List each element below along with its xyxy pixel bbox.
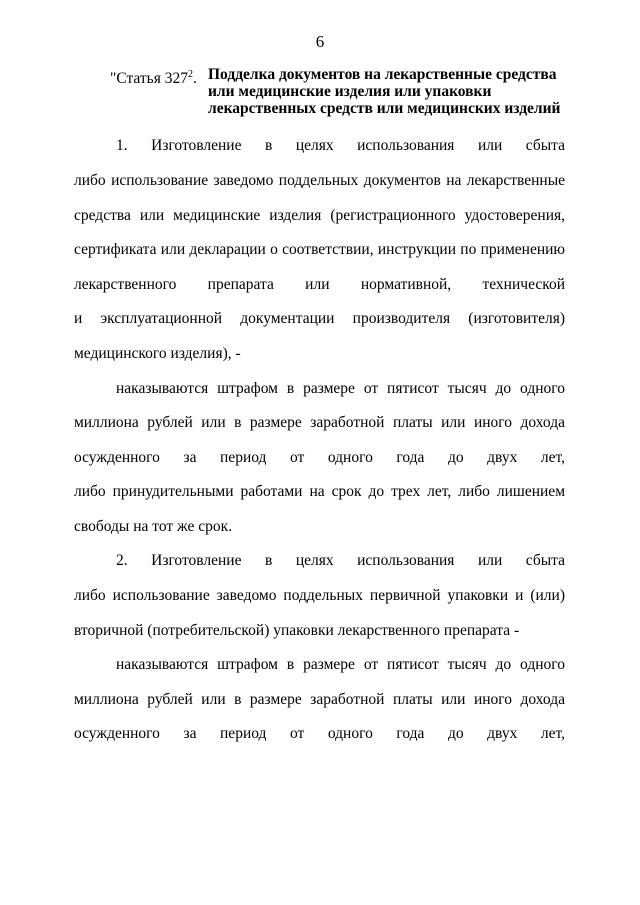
- paragraph-line: либо принудительными работами на срок до трех лет, либо лишением: [74, 483, 565, 500]
- paragraph-line: осужденного за период от одного года до двух лет,: [74, 449, 565, 466]
- paragraph-line: медицинского изделия), -: [74, 345, 241, 362]
- paragraph-line: миллиона рублей или в размере заработной платы или иного дохода: [74, 414, 565, 431]
- paragraph-line: наказываются штрафом в размере от пятисот тысяч до одного: [116, 380, 565, 397]
- paragraph-line: осужденного за период от одного года до двух лет,: [74, 725, 565, 742]
- paragraph-line: сертификата или декларации о соответствии, инструкции по применению: [74, 241, 565, 258]
- paragraph-line: вторичной (потребительской) упаковки лекарственного препарата -: [74, 622, 520, 639]
- paragraph-line: миллиона рублей или в размере заработной платы или иного дохода: [74, 691, 565, 708]
- page-number: 6: [315, 32, 325, 51]
- paragraph-line: 1. Изготовление в целях использования или сбыта: [116, 137, 565, 154]
- article-title-line-2: или медицинские изделия или упаковки: [208, 83, 492, 100]
- paragraph-line: лекарственного препарата или нормативной, технической: [74, 276, 565, 293]
- article-title-line-3: лекарственных средств или медицинских изделий: [208, 100, 561, 117]
- article-number: "Статья $327^2$.: [110, 69, 197, 88]
- paragraph-line: наказываются штрафом в размере от пятисот тысяч до одного: [116, 656, 565, 673]
- article-heading: [110, 66, 580, 117]
- paragraph-line: и эксплуатационной документации производителя (изготовителя): [74, 310, 565, 327]
- article-title-line-1: Подделка документов на лекарственные средства: [208, 66, 557, 83]
- paragraph-line: средства или медицинские изделия (регистрационного удостоверения,: [74, 207, 565, 224]
- paragraph-line: либо использование заведомо поддельных первичной упаковки и (или): [74, 587, 565, 604]
- paragraph-line: либо использование заведомо поддельных документов на лекарственные: [74, 172, 565, 189]
- paragraph-line: свободы на тот же срок.: [74, 518, 233, 535]
- paragraph-line: 2. Изготовление в целях использования или сбыта: [116, 552, 565, 569]
